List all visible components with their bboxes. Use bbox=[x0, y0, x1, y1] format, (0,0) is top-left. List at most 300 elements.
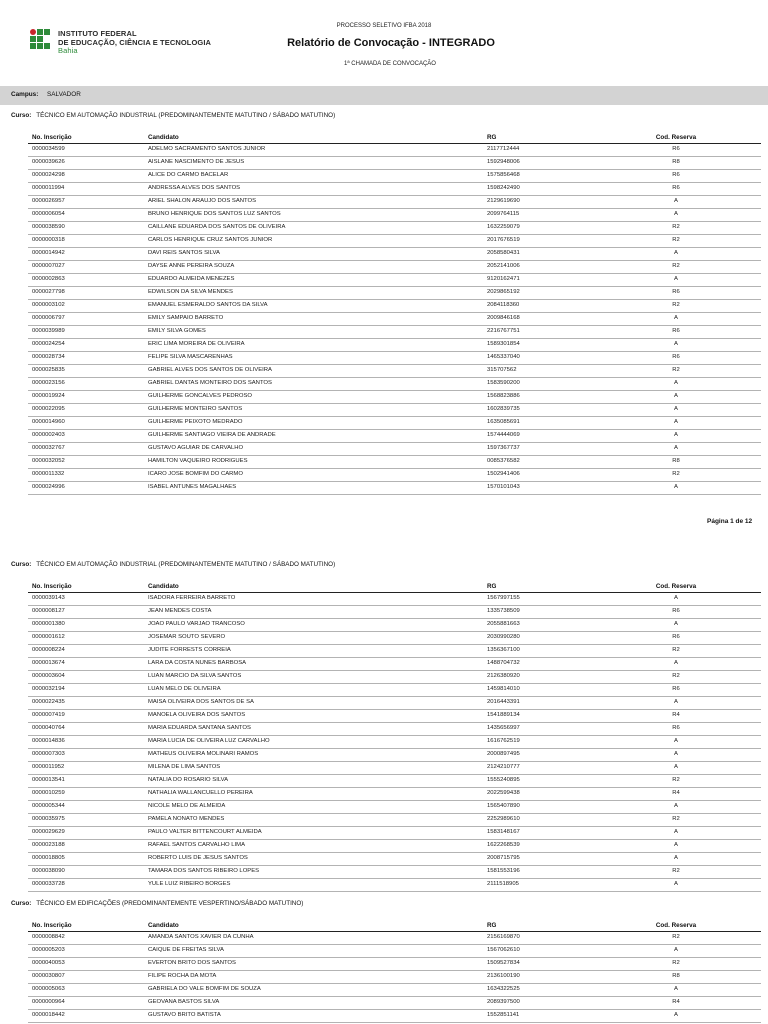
table-row bbox=[28, 879, 761, 892]
column-header-inscricao: No. Inscrição bbox=[32, 922, 72, 929]
rg-cell: 1589301854 bbox=[487, 341, 520, 347]
inscricao-cell: 0000010259 bbox=[32, 790, 65, 796]
reserva-cell: A bbox=[674, 198, 678, 204]
inscricao-cell: 0000013541 bbox=[32, 777, 65, 783]
inscricao-cell: 0000018442 bbox=[32, 1012, 65, 1018]
inscricao-cell: 0000008842 bbox=[32, 934, 65, 940]
rg-cell: 1552851141 bbox=[487, 1012, 520, 1018]
reserva-cell: A bbox=[674, 445, 678, 451]
course-title bbox=[11, 112, 335, 119]
table-row bbox=[28, 658, 761, 671]
reserva-cell: R2 bbox=[672, 471, 680, 477]
reserva-cell: R2 bbox=[672, 647, 680, 653]
reserva-cell: A bbox=[674, 419, 678, 425]
inscricao-cell: 0000007303 bbox=[32, 751, 65, 757]
inscricao-cell: 0000034599 bbox=[32, 146, 65, 152]
candidato-cell: BRUNO HENRIQUE DOS SANTOS LUZ SANTOS bbox=[148, 211, 281, 217]
candidato-cell: LARA DA COSTA NUNES BARBOSA bbox=[148, 660, 247, 666]
candidato-cell: HAMILTON VAQUEIRO RODRIGUES bbox=[148, 458, 248, 464]
reserva-cell: R2 bbox=[672, 777, 680, 783]
reserva-cell: R2 bbox=[672, 960, 680, 966]
inscricao-cell: 0000022435 bbox=[32, 699, 65, 705]
inscricao-cell: 0000018805 bbox=[32, 855, 65, 861]
table-row bbox=[28, 866, 761, 879]
reserva-cell: A bbox=[674, 842, 678, 848]
rg-cell: 2124210777 bbox=[487, 764, 520, 770]
reserva-cell: R2 bbox=[672, 367, 680, 373]
candidato-cell: ROBERTO LUIS DE JESUS SANTOS bbox=[148, 855, 248, 861]
inscricao-cell: 0000038090 bbox=[32, 868, 65, 874]
reserva-cell: A bbox=[674, 276, 678, 282]
table-row bbox=[28, 196, 761, 209]
candidato-cell: MATHEUS OLIVEIRA MOLINARI RAMOS bbox=[148, 751, 259, 757]
candidato-cell: GUILHERME GONCALVES PEDROSO bbox=[148, 393, 252, 399]
candidato-cell: DAVI REIS SANTOS SILVA bbox=[148, 250, 220, 256]
rg-cell: 1570101043 bbox=[487, 484, 520, 490]
candidato-cell: CAIQUE DE FREITAS SILVA bbox=[148, 947, 224, 953]
table-row bbox=[28, 352, 761, 365]
candidato-cell: LUAN MARCIO DA SILVA SANTOS bbox=[148, 673, 242, 679]
reserva-cell: A bbox=[674, 751, 678, 757]
column-header-rg: RG bbox=[487, 134, 497, 141]
reserva-cell: R6 bbox=[672, 328, 680, 334]
inscricao-cell: 0000029629 bbox=[32, 829, 65, 835]
rg-cell: 2117712444 bbox=[487, 146, 520, 152]
column-header-candidato: Candidato bbox=[148, 583, 179, 590]
rg-cell: 2111518905 bbox=[487, 881, 519, 887]
column-header-inscricao: No. Inscrição bbox=[32, 583, 72, 590]
campus-value: SALVADOR bbox=[47, 91, 81, 98]
table-row bbox=[28, 183, 761, 196]
column-header-inscricao: No. Inscrição bbox=[32, 134, 72, 141]
inscricao-cell: 0000028734 bbox=[32, 354, 65, 360]
inscricao-cell: 0000024298 bbox=[32, 172, 65, 178]
candidato-cell: NICOLE MELO DE ALMEIDA bbox=[148, 803, 226, 809]
table-header bbox=[28, 579, 761, 593]
rg-cell: 1502941406 bbox=[487, 471, 520, 477]
table-row bbox=[28, 632, 761, 645]
inscricao-cell: 0000023156 bbox=[32, 380, 65, 386]
table-row bbox=[28, 645, 761, 658]
candidato-cell: JOAO PAULO VARJAO TRANCOSO bbox=[148, 621, 245, 627]
inscricao-cell: 0000025835 bbox=[32, 367, 65, 373]
rg-cell: 2000897495 bbox=[487, 751, 520, 757]
rg-cell: 1465337040 bbox=[487, 354, 520, 360]
reserva-cell: A bbox=[674, 881, 678, 887]
inscricao-cell: 0000039989 bbox=[32, 328, 65, 334]
candidato-cell: GUSTAVO AGUIAR DE CARVALHO bbox=[148, 445, 244, 451]
reserva-cell: A bbox=[674, 803, 678, 809]
inscricao-cell: 0000023188 bbox=[32, 842, 65, 848]
table-row bbox=[28, 430, 761, 443]
institution-line2: DE EDUCAÇÃO, CIÊNCIA E TECNOLOGIA bbox=[58, 37, 212, 47]
reserva-cell: R4 bbox=[672, 790, 680, 796]
inscricao-cell: 0000033728 bbox=[32, 881, 65, 887]
rg-cell: 2030990280 bbox=[487, 634, 520, 640]
table-row bbox=[28, 404, 761, 417]
rg-cell: 2029865192 bbox=[487, 289, 520, 295]
candidato-cell: EVERTON BRITO DOS SANTOS bbox=[148, 960, 236, 966]
course-label: Curso: bbox=[11, 112, 32, 119]
inscricao-cell: 0000014942 bbox=[32, 250, 65, 256]
table-row bbox=[28, 853, 761, 866]
candidato-cell: PAMELA NONATO MENDES bbox=[148, 816, 225, 822]
rg-cell: 9120162471 bbox=[487, 276, 520, 282]
table-row bbox=[28, 997, 761, 1010]
inscricao-cell: 0000011994 bbox=[32, 185, 65, 191]
table-row bbox=[28, 313, 761, 326]
candidato-cell: ALICE DO CARMO BACELAR bbox=[148, 172, 229, 178]
reserva-cell: R6 bbox=[672, 634, 680, 640]
rg-cell: 2009846168 bbox=[487, 315, 520, 321]
inscricao-cell: 0000007027 bbox=[32, 263, 65, 269]
column-header-rg: RG bbox=[487, 583, 497, 590]
inscricao-cell: 0000024254 bbox=[32, 341, 65, 347]
candidato-cell: ICARO JOSE BOMFIM DO CARMO bbox=[148, 471, 243, 477]
inscricao-cell: 0000039143 bbox=[32, 595, 65, 601]
reserva-cell: R8 bbox=[672, 159, 680, 165]
reserva-cell: R6 bbox=[672, 185, 680, 191]
reserva-cell: R2 bbox=[672, 868, 680, 874]
candidato-cell: JEAN MENDES COSTA bbox=[148, 608, 212, 614]
candidato-cell: GEOVANA BASTOS SILVA bbox=[148, 999, 220, 1005]
candidato-cell: AISLANE NASCIMENTO DE JESUS bbox=[148, 159, 245, 165]
inscricao-cell: 0000002863 bbox=[32, 276, 65, 282]
column-header-candidato: Candidato bbox=[148, 922, 179, 929]
candidato-cell: TAMARA DOS SANTOS RIBEIRO LOPES bbox=[148, 868, 260, 874]
table-row bbox=[28, 697, 761, 710]
candidato-cell: NATHALIA WALLANCUELLO PEREIRA bbox=[148, 790, 253, 796]
column-header-candidato: Candidato bbox=[148, 134, 179, 141]
table-row bbox=[28, 723, 761, 736]
candidato-cell: ISADORA FERREIRA BARRETO bbox=[148, 595, 236, 601]
candidato-cell: GUILHERME PEIXOTO MEDRADO bbox=[148, 419, 243, 425]
reserva-cell: A bbox=[674, 406, 678, 412]
rg-cell: 1592948006 bbox=[487, 159, 520, 165]
candidato-cell: NATALIA DO ROSARIO SILVA bbox=[148, 777, 229, 783]
rg-cell: 2099764115 bbox=[487, 211, 520, 217]
rg-cell: 2022599438 bbox=[487, 790, 520, 796]
rg-cell: 2252989610 bbox=[487, 816, 520, 822]
course-label: Curso: bbox=[11, 561, 32, 568]
rg-cell: 1583590200 bbox=[487, 380, 520, 386]
table-row bbox=[28, 365, 761, 378]
reserva-cell: R6 bbox=[672, 608, 680, 614]
table-row bbox=[28, 170, 761, 183]
rg-cell: 2156169870 bbox=[487, 934, 520, 940]
institution-line1: INSTITUTO FEDERAL bbox=[58, 29, 137, 38]
inscricao-cell: 0000000318 bbox=[32, 237, 65, 243]
candidato-cell: AMANDA SANTOS XAVIER DA CUNHA bbox=[148, 934, 254, 940]
rg-cell: 1635085691 bbox=[487, 419, 520, 425]
candidato-cell: ANDRESSA ALVES DOS SANTOS bbox=[148, 185, 241, 191]
table-row bbox=[28, 749, 761, 762]
course-name: TÉCNICO EM AUTOMAÇÃO INDUSTRIAL (PREDOMINANTEMENTE MATUTINO / SÁBADO MATUTINO) bbox=[36, 112, 336, 119]
table-row bbox=[28, 144, 761, 157]
table-row bbox=[28, 378, 761, 391]
inscricao-cell: 0000003102 bbox=[32, 302, 65, 308]
reserva-cell: A bbox=[674, 432, 678, 438]
table-row bbox=[28, 391, 761, 404]
table-row bbox=[28, 261, 761, 274]
candidato-cell: GUILHERME MONTEIRO SANTOS bbox=[148, 406, 243, 412]
inscricao-cell: 0000022095 bbox=[32, 406, 65, 412]
reserva-cell: A bbox=[674, 829, 678, 835]
reserva-cell: A bbox=[674, 315, 678, 321]
table-row bbox=[28, 984, 761, 997]
reserva-cell: R4 bbox=[672, 999, 680, 1005]
inscricao-cell: 0000035975 bbox=[32, 816, 65, 822]
inscricao-cell: 0000026957 bbox=[32, 198, 65, 204]
table-row bbox=[28, 248, 761, 261]
table-row bbox=[28, 326, 761, 339]
inscricao-cell: 0000030807 bbox=[32, 973, 65, 979]
inscricao-cell: 0000024996 bbox=[32, 484, 65, 490]
rg-cell: 1567062610 bbox=[487, 947, 520, 953]
inscricao-cell: 0000032052 bbox=[32, 458, 65, 464]
candidato-cell: ADELMO SACRAMENTO SANTOS JUNIOR bbox=[148, 146, 266, 152]
course-title bbox=[11, 561, 335, 568]
reserva-cell: R2 bbox=[672, 673, 680, 679]
candidato-cell: LUAN MELO DE OLIVEIRA bbox=[148, 686, 221, 692]
candidato-cell: EMILY SAMPAIO BARRETO bbox=[148, 315, 224, 321]
table-row bbox=[28, 736, 761, 749]
reserva-cell: R6 bbox=[672, 146, 680, 152]
table-row bbox=[28, 619, 761, 632]
reserva-cell: A bbox=[674, 250, 678, 256]
inscricao-cell: 0000032767 bbox=[32, 445, 65, 451]
inscricao-cell: 0000008224 bbox=[32, 647, 65, 653]
rg-cell: 2129619690 bbox=[487, 198, 520, 204]
reserva-cell: R2 bbox=[672, 263, 680, 269]
column-header-reserva: Cod. Reserva bbox=[655, 583, 697, 590]
rg-cell: 1488704732 bbox=[487, 660, 520, 666]
reserva-cell: R2 bbox=[672, 302, 680, 308]
column-header-reserva: Cod. Reserva bbox=[655, 922, 697, 929]
page-subtitle: 1ª CHAMADA DE CONVOCAÇÃO bbox=[344, 61, 436, 67]
rg-cell: 2089397500 bbox=[487, 999, 520, 1005]
table-row bbox=[28, 945, 761, 958]
table-row bbox=[28, 840, 761, 853]
table-header bbox=[28, 130, 761, 144]
inscricao-cell: 0000008127 bbox=[32, 608, 65, 614]
page-number: Página 1 de 12 bbox=[707, 518, 753, 525]
table-row bbox=[28, 710, 761, 723]
reserva-cell: R6 bbox=[672, 725, 680, 731]
table-row bbox=[28, 1010, 761, 1023]
rg-cell: 1616762519 bbox=[487, 738, 520, 744]
reserva-cell: A bbox=[674, 855, 678, 861]
inscricao-cell: 0000007419 bbox=[32, 712, 65, 718]
reserva-cell: R8 bbox=[672, 973, 680, 979]
rg-cell: 1565407890 bbox=[487, 803, 520, 809]
candidato-cell: MILENA DE LIMA SANTOS bbox=[148, 764, 221, 770]
table-row bbox=[28, 827, 761, 840]
rg-cell: 1335738509 bbox=[487, 608, 520, 614]
rg-cell: 2017676519 bbox=[487, 237, 520, 243]
reserva-cell: R2 bbox=[672, 816, 680, 822]
table-row bbox=[28, 814, 761, 827]
candidato-cell: CAILLANE EDUARDA DOS SANTOS DE OLIVEIRA bbox=[148, 224, 286, 230]
reserva-cell: A bbox=[674, 380, 678, 386]
reserva-cell: A bbox=[674, 211, 678, 217]
inscricao-cell: 0000002403 bbox=[32, 432, 65, 438]
institution-campus: Bahia bbox=[58, 46, 78, 55]
rg-cell: 2016443391 bbox=[487, 699, 520, 705]
rg-cell: 1598242490 bbox=[487, 185, 520, 191]
table-row bbox=[28, 971, 761, 984]
table-row bbox=[28, 671, 761, 684]
rg-cell: 315707562 bbox=[487, 367, 517, 373]
inscricao-cell: 0000019924 bbox=[32, 393, 65, 399]
table-row bbox=[28, 456, 761, 469]
candidato-cell: MAISA OLIVEIRA DOS SANTOS DE SA bbox=[148, 699, 254, 705]
candidato-cell: MARIA LUCIA DE OLIVEIRA LUZ CARVALHO bbox=[148, 738, 270, 744]
reserva-cell: R8 bbox=[672, 458, 680, 464]
reserva-cell: R2 bbox=[672, 237, 680, 243]
inscricao-cell: 0000000964 bbox=[32, 999, 65, 1005]
table-row bbox=[28, 482, 761, 495]
table-row bbox=[28, 209, 761, 222]
rg-cell: 1581553196 bbox=[487, 868, 520, 874]
table-row bbox=[28, 222, 761, 235]
course-name: TÉCNICO EM AUTOMAÇÃO INDUSTRIAL (PREDOMINANTEMENTE MATUTINO / SÁBADO MATUTINO) bbox=[36, 561, 336, 568]
candidato-cell: PAULO VALTER BITTENCOURT ALMEIDA bbox=[148, 829, 262, 835]
candidato-cell: MANOELA OLIVEIRA DOS SANTOS bbox=[148, 712, 246, 718]
candidato-cell: GUSTAVO BRITO BATISTA bbox=[148, 1012, 221, 1018]
table-row bbox=[28, 958, 761, 971]
table-row bbox=[28, 469, 761, 482]
candidato-cell: MARIA EDUARDA SANTANA SANTOS bbox=[148, 725, 251, 731]
candidato-cell: EDUARDO ALMEIDA MENEZES bbox=[148, 276, 235, 282]
inscricao-cell: 0000003604 bbox=[32, 673, 65, 679]
campus-bar bbox=[0, 86, 768, 105]
candidato-cell: JUDITE FORRESTS CORREIA bbox=[148, 647, 231, 653]
rg-cell: 2216767751 bbox=[487, 328, 520, 334]
inscricao-cell: 0000032194 bbox=[32, 686, 65, 692]
rg-cell: 1568823886 bbox=[487, 393, 520, 399]
table-row bbox=[28, 775, 761, 788]
rg-cell: 1602839735 bbox=[487, 406, 520, 412]
inscricao-cell: 0000039626 bbox=[32, 159, 65, 165]
column-header-reserva: Cod. Reserva bbox=[655, 134, 697, 141]
table-header bbox=[28, 918, 761, 932]
table-row bbox=[28, 157, 761, 170]
process-name: PROCESSO SELETIVO IFBA 2018 bbox=[336, 23, 432, 29]
reserva-cell: A bbox=[674, 393, 678, 399]
table-row bbox=[28, 762, 761, 775]
reserva-cell: A bbox=[674, 738, 678, 744]
candidato-cell: ARIEL SHALON ARAUJO DOS SANTOS bbox=[148, 198, 257, 204]
column-header-rg: RG bbox=[487, 922, 497, 929]
table-row bbox=[28, 417, 761, 430]
table-row bbox=[28, 788, 761, 801]
rg-cell: 1634322525 bbox=[487, 986, 520, 992]
rg-cell: 1356367100 bbox=[487, 647, 520, 653]
inscricao-cell: 0000001380 bbox=[32, 621, 65, 627]
rg-cell: 1574444069 bbox=[487, 432, 520, 438]
reserva-cell: A bbox=[674, 341, 678, 347]
candidato-cell: GABRIEL ALVES DOS SANTOS DE OLIVEIRA bbox=[148, 367, 272, 373]
inscricao-cell: 0000006054 bbox=[32, 211, 65, 217]
table-row bbox=[28, 684, 761, 697]
inscricao-cell: 0000027798 bbox=[32, 289, 65, 295]
candidato-cell: YULE LUIZ RIBEIRO BORGES bbox=[148, 881, 231, 887]
inscricao-cell: 0000040764 bbox=[32, 725, 65, 731]
candidato-cell: CARLOS HENRIQUE CRUZ SANTOS JUNIOR bbox=[148, 237, 273, 243]
reserva-cell: A bbox=[674, 699, 678, 705]
table-row bbox=[28, 606, 761, 619]
rg-cell: 1622268539 bbox=[487, 842, 520, 848]
rg-cell: 1555240895 bbox=[487, 777, 520, 783]
inscricao-cell: 0000005063 bbox=[32, 986, 65, 992]
candidato-cell: JOSEMAR SOUTO SEVERO bbox=[148, 634, 226, 640]
candidato-cell: FELIPE SILVA MASCARENHAS bbox=[148, 354, 233, 360]
course-title bbox=[11, 900, 303, 907]
rg-cell: 0085376582 bbox=[487, 458, 520, 464]
table-row bbox=[28, 339, 761, 352]
candidato-cell: FILIPE ROCHA DA MOTA bbox=[148, 973, 217, 979]
candidato-cell: GABRIEL DANTAS MONTEIRO DOS SANTOS bbox=[148, 380, 272, 386]
reserva-cell: A bbox=[674, 947, 678, 953]
rg-cell: 1435656997 bbox=[487, 725, 520, 731]
rg-cell: 2008715795 bbox=[487, 855, 520, 861]
inscricao-cell: 0000005203 bbox=[32, 947, 65, 953]
candidato-cell: ISABEL ANTUNES MAGALHAES bbox=[148, 484, 237, 490]
inscricao-cell: 0000013674 bbox=[32, 660, 65, 666]
reserva-cell: R2 bbox=[672, 934, 680, 940]
inscricao-cell: 0000006797 bbox=[32, 315, 65, 321]
campus-label: Campus: bbox=[11, 91, 39, 98]
rg-cell: 1575856468 bbox=[487, 172, 520, 178]
rg-cell: 2058580431 bbox=[487, 250, 520, 256]
candidato-cell: DAYSE ANNE PEREIRA SOUZA bbox=[148, 263, 235, 269]
candidato-cell: GUILHERME SANTIAGO VIEIRA DE ANDRADE bbox=[148, 432, 276, 438]
candidato-cell: EDWILSON DA SILVA MENDES bbox=[148, 289, 233, 295]
inscricao-cell: 0000011332 bbox=[32, 471, 65, 477]
table-row bbox=[28, 443, 761, 456]
reserva-cell: A bbox=[674, 621, 678, 627]
reserva-cell: A bbox=[674, 764, 678, 770]
page-title: Relatório de Convocação - INTEGRADO bbox=[287, 37, 495, 49]
rg-cell: 1597367737 bbox=[487, 445, 520, 451]
inscricao-cell: 0000040053 bbox=[32, 960, 65, 966]
table-row bbox=[28, 274, 761, 287]
rg-cell: 2126380920 bbox=[487, 673, 520, 679]
table-row bbox=[28, 593, 761, 606]
reserva-cell: A bbox=[674, 986, 678, 992]
reserva-cell: R6 bbox=[672, 686, 680, 692]
reserva-cell: R6 bbox=[672, 354, 680, 360]
rg-cell: 2055881663 bbox=[487, 621, 520, 627]
table-row bbox=[28, 287, 761, 300]
inscricao-cell: 0000014960 bbox=[32, 419, 65, 425]
candidato-cell: ERIC LIMA MOREIRA DE OLIVEIRA bbox=[148, 341, 245, 347]
reserva-cell: A bbox=[674, 660, 678, 666]
candidato-cell: EMANUEL ESMERALDO SANTOS DA SILVA bbox=[148, 302, 268, 308]
reserva-cell: A bbox=[674, 484, 678, 490]
rg-cell: 1632259079 bbox=[487, 224, 520, 230]
table-row bbox=[28, 300, 761, 313]
candidato-cell: EMILY SILVA GOMES bbox=[148, 328, 206, 334]
rg-cell: 1509527834 bbox=[487, 960, 520, 966]
reserva-cell: R6 bbox=[672, 289, 680, 295]
rg-cell: 1583148167 bbox=[487, 829, 520, 835]
table-row bbox=[28, 235, 761, 248]
rg-cell: 1459814010 bbox=[487, 686, 520, 692]
inscricao-cell: 0000038590 bbox=[32, 224, 65, 230]
inscricao-cell: 0000011952 bbox=[32, 764, 65, 770]
